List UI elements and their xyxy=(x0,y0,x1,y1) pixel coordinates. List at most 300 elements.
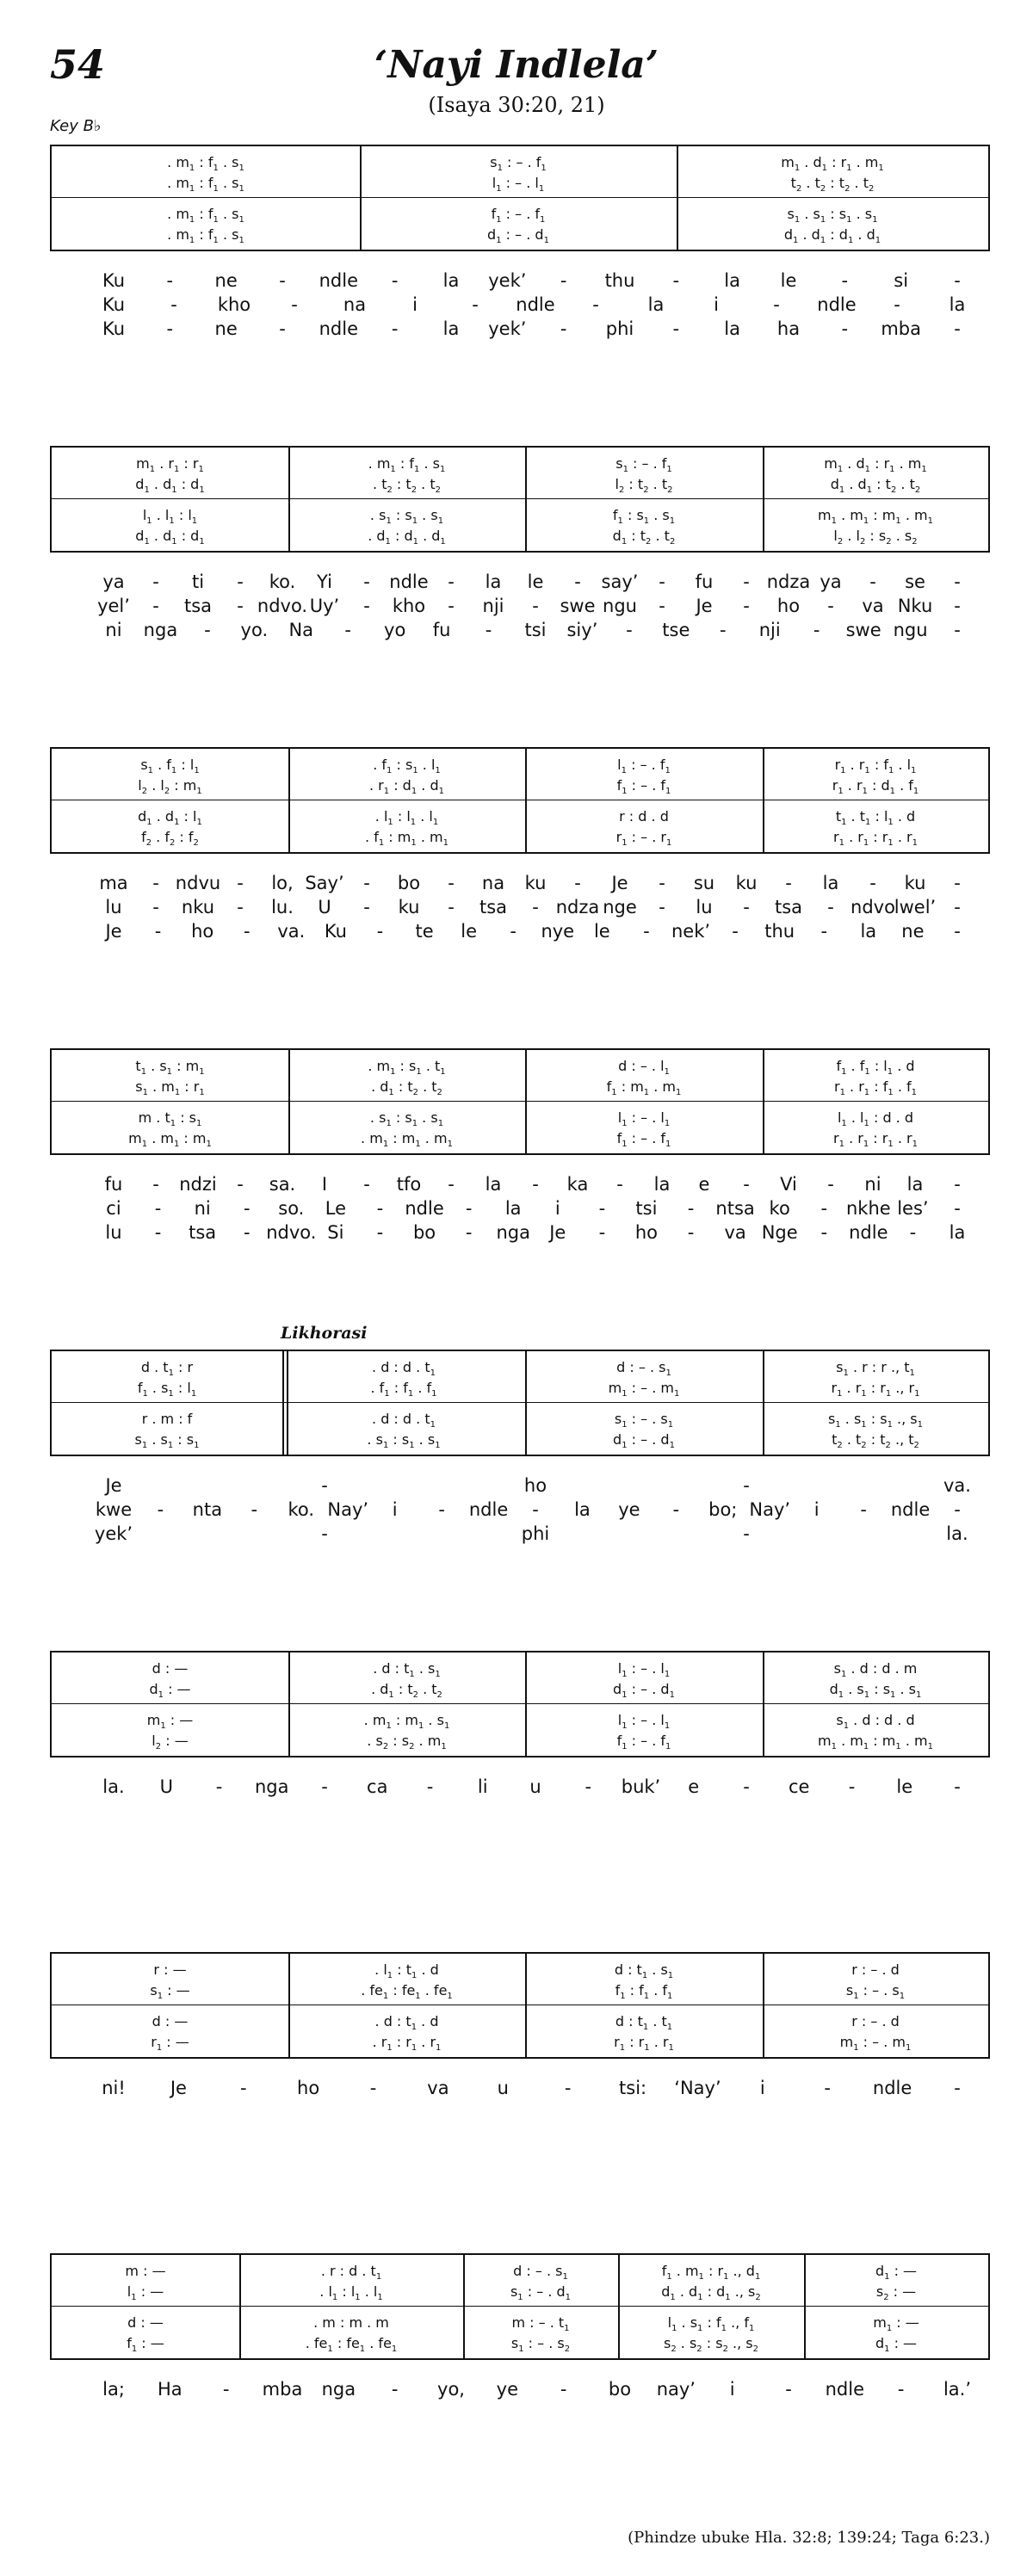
lyric-syllable: tsa xyxy=(189,1222,217,1243)
lyric-syllable: nge xyxy=(603,897,637,917)
lyric-syllable: su xyxy=(693,873,715,893)
solfa-notes: m . $t_1$ : $s_1$ xyxy=(138,1109,202,1129)
solfa-notes: $s_1$ : — xyxy=(150,1982,190,2002)
lyric-syllable: la. xyxy=(946,1523,968,1544)
lyric-line xyxy=(50,921,990,945)
lyric-syllable: Yi xyxy=(317,571,332,592)
solfa-notes: $t_1$ . $s_1$ : $m_1$ xyxy=(135,1058,205,1078)
hyphen: - xyxy=(157,1499,164,1520)
solfa-notes: . $d_1$ : $t_2$ . $t_2$ xyxy=(371,1078,442,1098)
hyphen: - xyxy=(841,270,849,291)
solfa-notes: $r_1$ : – . $r_1$ xyxy=(615,829,672,849)
solfa-notes: $r_1$ . $r_1$ : $f_1$ . $f_1$ xyxy=(833,1078,917,1098)
hyphen: - xyxy=(243,921,251,942)
hyphen: - xyxy=(954,1198,961,1219)
solfa-notes: $d_1$ . $d_1$ : $l_1$ xyxy=(138,808,202,828)
solfa-notes: $d_1$ . $d_1$ : $d_1$ xyxy=(135,528,205,547)
solfa-notes: . $m_1$ : $s_1$ . $t_1$ xyxy=(368,1058,446,1078)
lyric-syllable: ma xyxy=(99,873,128,893)
hyphen: - xyxy=(574,571,581,592)
solfa-notes: $f_1$ : – . $f_1$ xyxy=(616,1130,671,1150)
lyric-syllable: tsi xyxy=(524,620,547,640)
lyric-syllable: ho xyxy=(776,596,801,616)
lyric-syllable: sa. xyxy=(269,1174,296,1195)
lyric-line xyxy=(50,1499,990,1523)
hyphen: - xyxy=(369,2078,377,2098)
hyphen: - xyxy=(363,873,370,893)
hymn-number: 54 xyxy=(50,41,106,88)
solfa-notes: $f_1$ : – . $f_1$ xyxy=(491,206,546,225)
solfa-notes: $l_1$ : – . $l_1$ xyxy=(617,1712,671,1732)
lyric-syllable: ndza xyxy=(555,897,600,917)
solfa-notes: $l_2$ . $l_2$ : $m_1$ xyxy=(138,777,202,797)
solfa-notes: $l_2$ : — xyxy=(152,1733,189,1752)
music-system xyxy=(50,1952,990,2098)
lyric-syllable: ndle xyxy=(849,1222,888,1243)
lyric-syllable: la xyxy=(647,294,665,315)
solfa-notes: . d : $t_1$ . $s_1$ xyxy=(373,1660,441,1680)
hyphen: - xyxy=(954,1174,961,1195)
hyphen: - xyxy=(152,873,159,893)
hyphen: - xyxy=(897,2379,905,2400)
solfa-notes: . $f_1$ : $s_1$ . $l_1$ xyxy=(373,757,441,776)
hyphen: - xyxy=(574,873,581,893)
lyric-syllable: ci xyxy=(106,1198,121,1219)
solfa-notes: d : — xyxy=(152,1660,189,1677)
lyric-syllable: la.’ xyxy=(943,2379,972,2400)
solfa-notes: $d_1$ . $d_1$ : $t_2$ . $t_2$ xyxy=(830,476,921,496)
hyphen: - xyxy=(279,270,286,291)
lyric-syllable: kwe xyxy=(95,1499,133,1520)
hyphen: - xyxy=(841,318,849,339)
lyric-syllable: ha xyxy=(776,318,801,339)
hyphen: - xyxy=(687,1222,695,1243)
lyric-syllable: i xyxy=(412,294,418,315)
lyric-syllable: yek’ xyxy=(488,318,527,339)
lyric-syllable: Je xyxy=(549,1222,566,1243)
hyphen: - xyxy=(732,921,739,942)
solfa-notes: $s_1$ : – . $s_1$ xyxy=(614,1411,674,1430)
hyphen: - xyxy=(154,921,162,942)
hyphen: - xyxy=(291,294,298,315)
hyphen: - xyxy=(363,897,370,917)
hyphen: - xyxy=(237,873,244,893)
lyric-syllable: Je xyxy=(170,2078,187,2098)
hyphen: - xyxy=(152,596,159,616)
solfa-notes: $f_1$ . $f_1$ : $l_1$ . d xyxy=(836,1058,915,1078)
hyphen: - xyxy=(363,1174,370,1195)
lyric-syllable: ndle xyxy=(817,294,857,315)
solfa-notes: . $s_1$ : $s_1$ . $s_1$ xyxy=(367,1431,441,1451)
lyric-syllable: nek’ xyxy=(671,921,711,942)
hyphen: - xyxy=(869,873,876,893)
lyric-syllable: Si xyxy=(327,1222,344,1243)
music-system xyxy=(50,1651,990,1797)
solfa-notes: . $l_1$ : $l_1$ . $l_1$ xyxy=(319,2283,383,2303)
lyric-line xyxy=(50,1174,990,1198)
hyphen: - xyxy=(954,2078,961,2098)
lyric-syllable: ne xyxy=(901,921,925,942)
hyphen: - xyxy=(391,2379,399,2400)
solfa-notes: $l_1$ : – . $f_1$ xyxy=(617,757,671,776)
hyphen: - xyxy=(820,1222,828,1243)
lyric-syllable: la xyxy=(485,1174,502,1195)
solfa-notes: r : – . d xyxy=(851,2013,900,2029)
lyric-syllable: tsa xyxy=(479,897,508,917)
solfa-notes: . $r_1$ : $d_1$ . $d_1$ xyxy=(368,777,444,797)
lyric-syllable: nye xyxy=(541,921,575,942)
solfa-notes: $s_1$ . $s_1$ : $s_1$ . $s_1$ xyxy=(787,206,878,225)
solfa-notes: $s_2$ . $s_2$ : $s_2$ ., $s_2$ xyxy=(663,2335,759,2355)
hyphen: - xyxy=(743,571,750,592)
solfa-notes: d : $t_1$ . $t_1$ xyxy=(615,2013,673,2033)
lyric-syllable: la xyxy=(949,294,966,315)
lyric-line xyxy=(50,1523,990,1547)
solfa-notes: $r_1$ . $r_1$ : $r_1$ . $r_1$ xyxy=(833,829,918,849)
solfa-notes: $f_1$ : – . $f_1$ xyxy=(616,777,671,797)
hyphen: - xyxy=(672,270,680,291)
staff-divider xyxy=(52,1703,988,1704)
solfa-notes: $f_1$ : — xyxy=(127,2335,164,2355)
lyric-syllable: Nay’ xyxy=(327,1499,369,1520)
lyric-syllable: i xyxy=(729,2379,735,2400)
solfa-notes: . $d_1$ : $t_2$ . $t_2$ xyxy=(371,1681,442,1701)
staff-divider xyxy=(52,2306,988,2307)
solfa-notes: $m_1$ : – . $m_1$ xyxy=(608,1380,680,1399)
solfa-notes: $f_1$ : $f_1$ . $f_1$ xyxy=(615,1982,673,2002)
lyric-syllable: va xyxy=(724,1222,746,1243)
hyphen: - xyxy=(251,1499,258,1520)
hyphen: - xyxy=(954,1499,961,1520)
lyric-syllable: tsa xyxy=(774,897,803,917)
key-signature: Key B♭ xyxy=(50,117,102,135)
lyric-syllable: ngu xyxy=(603,596,637,616)
hyphen: - xyxy=(616,1174,623,1195)
lyric-syllable: ndvo xyxy=(851,897,895,917)
lyric-syllable: Je xyxy=(105,1475,122,1496)
solfa-notes: $r_1$ . $r_1$ : $r_1$ . $r_1$ xyxy=(833,1130,918,1150)
lyric-syllable: e xyxy=(688,1776,700,1797)
lyric-syllable: ndzi xyxy=(179,1174,217,1195)
solfa-notes: $l_1$ : – . $l_1$ xyxy=(617,1109,671,1129)
lyric-line xyxy=(50,2379,990,2403)
staff xyxy=(50,2253,990,2360)
lyric-syllable: Ha xyxy=(157,2379,182,2400)
solfa-notes: r : – . d xyxy=(851,1961,900,1978)
staff-divider xyxy=(52,1402,988,1403)
solfa-notes: . $m_1$ : $f_1$ . $s_1$ xyxy=(368,455,446,475)
hyphen: - xyxy=(510,921,516,942)
hyphen: - xyxy=(448,897,455,917)
solfa-notes: r : — xyxy=(153,1961,187,1978)
lyric-syllable: la. xyxy=(102,1776,125,1797)
lyric-syllable: ne xyxy=(214,270,238,291)
lyric-syllable: lwel’ xyxy=(894,897,937,917)
solfa-notes: $d_1$ : — xyxy=(149,1681,191,1701)
solfa-notes: $s_1$ . $m_1$ : $r_1$ xyxy=(135,1078,205,1098)
solfa-notes: . d : $t_1$ . d xyxy=(374,2013,439,2033)
lyric-line xyxy=(50,2078,990,2102)
hyphen: - xyxy=(204,620,211,640)
lyric-syllable: nga xyxy=(254,1776,289,1797)
lyric-syllable: ndvo. xyxy=(257,596,308,616)
lyric-syllable: ya xyxy=(102,571,125,592)
solfa-notes: . $t_2$ : $t_2$ . $t_2$ xyxy=(373,476,441,496)
solfa-notes: $r_1$ : — xyxy=(151,2034,189,2054)
lyric-syllable: ndle xyxy=(468,1499,509,1520)
lyric-syllable: Uy’ xyxy=(309,596,340,616)
solfa-notes: . $fe_1$ : $fe_1$ . $fe_1$ xyxy=(305,2335,398,2355)
solfa-notes: $s_1$ : – . $s_2$ xyxy=(510,2335,571,2355)
hyphen: - xyxy=(827,1174,834,1195)
lyric-syllable: ho xyxy=(191,921,214,942)
hyphen: - xyxy=(743,1475,750,1496)
lyric-syllable: la xyxy=(653,1174,671,1195)
hyphen: - xyxy=(215,1776,223,1797)
hyphen: - xyxy=(954,596,961,616)
hyphen: - xyxy=(154,1198,162,1219)
solfa-notes: d . $t_1$ : r xyxy=(140,1359,194,1379)
lyric-syllable: ni! xyxy=(102,2078,126,2098)
hyphen: - xyxy=(237,571,244,592)
lyric-line xyxy=(50,270,990,294)
lyric-syllable: Nku xyxy=(897,596,933,616)
hyphen: - xyxy=(532,596,539,616)
lyric-syllable: Ku xyxy=(102,318,126,339)
lyric-syllable: ndle xyxy=(389,571,429,592)
solfa-notes: $s_1$ . $s_1$ : $s_1$ xyxy=(134,1431,200,1451)
solfa-notes: $d_1$ . $d_1$ : $d_1$ xyxy=(135,476,205,496)
hyphen: - xyxy=(321,1523,328,1544)
lyric-syllable: fu xyxy=(695,571,714,592)
hyphen: - xyxy=(321,1776,328,1797)
hyphen: - xyxy=(659,571,665,592)
hyphen: - xyxy=(465,1198,473,1219)
hyphen: - xyxy=(376,1198,384,1219)
hyphen: - xyxy=(719,620,727,640)
staff xyxy=(50,1350,990,1456)
hyphen: - xyxy=(743,1523,750,1544)
lyric-syllable: la xyxy=(949,1222,966,1243)
solfa-notes: $d_1$ . $s_1$ : $s_1$ . $s_1$ xyxy=(829,1681,922,1701)
hyphen: - xyxy=(321,1475,328,1496)
hyphen: - xyxy=(363,596,370,616)
lyric-syllable: tsi: xyxy=(619,2078,647,2098)
hyphen: - xyxy=(448,596,455,616)
hyphen: - xyxy=(152,1174,159,1195)
lyric-syllable: la xyxy=(504,1198,522,1219)
lyric-syllable: i xyxy=(392,1499,398,1520)
hyphen: - xyxy=(773,294,780,315)
lyric-syllable: nji xyxy=(758,620,781,640)
lyric-syllable: la xyxy=(485,571,502,592)
hyphen: - xyxy=(564,2078,572,2098)
solfa-notes: $f_1$ : $m_1$ . $m_1$ xyxy=(606,1078,682,1098)
lyric-syllable: ka xyxy=(566,1174,589,1195)
solfa-notes: d : – . $s_1$ xyxy=(616,1359,671,1379)
hyphen: - xyxy=(448,571,455,592)
solfa-notes: $m_1$ . $m_1$ : $m_1$ . $m_1$ xyxy=(818,1733,933,1752)
lyric-syllable: ndza xyxy=(766,571,811,592)
lyric-syllable: thu xyxy=(604,270,635,291)
lyric-syllable: nga xyxy=(321,2379,356,2400)
solfa-notes: $s_1$ . d : d . d xyxy=(836,1712,915,1732)
hyphen: - xyxy=(448,873,455,893)
solfa-notes: $m_1$ : — xyxy=(146,1712,194,1732)
solfa-notes: $m_1$ . $r_1$ : $r_1$ xyxy=(136,455,204,475)
lyric-syllable: la xyxy=(906,1174,924,1195)
hyphen: - xyxy=(954,873,961,893)
lyric-syllable: tfo xyxy=(396,1174,422,1195)
hyphen: - xyxy=(954,921,961,942)
music-system xyxy=(50,2253,990,2400)
solfa-notes: . $f_1$ : $m_1$ . $m_1$ xyxy=(365,829,448,849)
lyric-syllable: ye xyxy=(496,2379,519,2400)
lyric-syllable: ho xyxy=(523,1475,547,1496)
hyphen: - xyxy=(391,318,399,339)
solfa-notes: $s_1$ : – . $f_1$ xyxy=(615,455,672,475)
solfa-notes: $m_1$ . $d_1$ : $r_1$ . $m_1$ xyxy=(781,154,884,174)
solfa-notes: $r_1$ : $r_1$ . $r_1$ xyxy=(614,2034,674,2054)
hyphen: - xyxy=(860,1499,867,1520)
lyric-syllable: ndvu xyxy=(175,873,221,893)
hyphen: - xyxy=(894,294,900,315)
music-system xyxy=(50,747,990,942)
lyric-syllable: ndle xyxy=(516,294,555,315)
solfa-notes: $f_2$ . $f_2$ : $f_2$ xyxy=(141,829,199,849)
hyphen: - xyxy=(672,1499,680,1520)
hyphen: - xyxy=(626,620,633,640)
lyric-syllable: u xyxy=(497,2078,509,2098)
solfa-notes: . d : d . $t_1$ xyxy=(372,1411,436,1430)
solfa-notes: $d_1$ . $d_1$ : $d_1$ . $d_1$ xyxy=(783,226,881,246)
staff-divider xyxy=(52,498,988,499)
solfa-notes: . $r_1$ : $r_1$ . $r_1$ xyxy=(372,2034,442,2054)
hyphen: - xyxy=(448,1174,455,1195)
lyric-syllable: va. xyxy=(943,1475,971,1496)
hyphen: - xyxy=(598,1222,606,1243)
lyric-line xyxy=(50,1222,990,1246)
solfa-notes: $s_1$ . $f_1$ : $l_1$ xyxy=(140,757,200,776)
lyric-syllable: lu xyxy=(696,897,713,917)
lyric-syllable: ho xyxy=(634,1222,659,1243)
hyphen: - xyxy=(376,1222,384,1243)
staff xyxy=(50,446,990,553)
lyric-syllable: ku xyxy=(398,897,420,917)
hyphen: - xyxy=(827,596,834,616)
hyphen: - xyxy=(438,1499,445,1520)
lyric-line xyxy=(50,294,990,318)
staff xyxy=(50,145,990,251)
lyric-syllable: yel’ xyxy=(97,596,130,616)
lyric-line xyxy=(50,318,990,343)
hyphen: - xyxy=(166,270,174,291)
section-label: Likhorasi xyxy=(281,1324,368,1343)
hyphen: - xyxy=(166,318,174,339)
hyphen: - xyxy=(785,873,792,893)
lyric-syllable: bo xyxy=(608,2379,632,2400)
lyric-syllable: fu xyxy=(432,620,451,640)
hyphen: - xyxy=(154,1222,162,1243)
lyric-syllable: so. xyxy=(278,1198,305,1219)
lyric-syllable: te xyxy=(415,921,434,942)
lyric-syllable: mba xyxy=(262,2379,303,2400)
hyphen: - xyxy=(954,620,961,640)
solfa-notes: $f_1$ . $m_1$ : $r_1$ ., $d_1$ xyxy=(661,2263,761,2283)
hyphen: - xyxy=(824,2078,832,2098)
hyphen: - xyxy=(152,897,159,917)
hyphen: - xyxy=(532,897,539,917)
staff-divider xyxy=(52,197,988,198)
lyric-syllable: la xyxy=(860,921,877,942)
hyphen: - xyxy=(909,1222,917,1243)
hyphen: - xyxy=(954,318,961,339)
solfa-notes: . $m_1$ : $m_1$ . $m_1$ xyxy=(361,1130,453,1150)
lyric-syllable: nkhe xyxy=(845,1198,891,1219)
lyric-syllable: fu xyxy=(104,1174,123,1195)
lyric-syllable: Ku xyxy=(324,921,347,942)
solfa-notes: . $s_2$ : $s_2$ . $m_1$ xyxy=(367,1733,447,1752)
lyric-syllable: nga xyxy=(143,620,178,640)
hyphen: - xyxy=(426,1776,434,1797)
solfa-notes: $s_2$ : — xyxy=(875,2283,917,2303)
solfa-notes: . $m_1$ : $f_1$ . $s_1$ xyxy=(167,175,244,195)
staff xyxy=(50,1952,990,2059)
hyphen: - xyxy=(243,1222,251,1243)
hyphen: - xyxy=(954,1776,961,1797)
hyphen: - xyxy=(813,620,820,640)
solfa-notes: $l_1$ : – . $l_1$ xyxy=(492,175,545,195)
lyric-syllable: la xyxy=(724,270,741,291)
lyric-syllable: na xyxy=(481,873,505,893)
hyphen: - xyxy=(827,897,834,917)
hyphen: - xyxy=(560,2379,567,2400)
lyric-syllable: ku xyxy=(735,873,758,893)
solfa-notes: . $m_1$ : $f_1$ . $s_1$ xyxy=(167,154,244,174)
solfa-notes: $f_1$ : $s_1$ . $s_1$ xyxy=(612,507,676,527)
solfa-notes: d : — xyxy=(127,2314,164,2331)
staff xyxy=(50,1651,990,1757)
lyric-syllable: Je xyxy=(696,596,713,616)
lyric-syllable: Nge xyxy=(761,1222,798,1243)
lyric-syllable: phi xyxy=(521,1523,550,1544)
lyric-syllable: lu. xyxy=(271,897,294,917)
lyric-line xyxy=(50,596,990,620)
hyphen: - xyxy=(598,1198,606,1219)
hyphen: - xyxy=(743,596,750,616)
lyric-syllable: le xyxy=(527,571,544,592)
solfa-notes: r : d . d xyxy=(619,808,669,825)
solfa-notes: $l_1$ : — xyxy=(127,2283,164,2303)
solfa-notes: $l_1$ . $s_1$ : $f_1$ ., $f_1$ xyxy=(667,2314,755,2334)
hyphen: - xyxy=(743,1174,750,1195)
lyric-syllable: swe xyxy=(845,620,881,640)
lyric-syllable: nay’ xyxy=(656,2379,696,2400)
lyric-syllable: la; xyxy=(102,2379,125,2400)
lyric-syllable: ‘Nay’ xyxy=(674,2078,721,2098)
lyric-line xyxy=(50,1198,990,1222)
lyric-syllable: ne xyxy=(214,318,238,339)
solfa-notes: $l_2$ . $l_2$ : $s_2$ . $s_2$ xyxy=(833,528,918,547)
hyphen: - xyxy=(743,897,750,917)
lyric-syllable: ho xyxy=(297,2078,320,2098)
lyric-line xyxy=(50,1475,990,1499)
hyphen: - xyxy=(344,620,352,640)
lyric-syllable: le xyxy=(896,1776,913,1797)
lyric-syllable: ni xyxy=(864,1174,881,1195)
lyric-syllable: bo xyxy=(397,873,421,893)
lyric-syllable: thu xyxy=(764,921,795,942)
